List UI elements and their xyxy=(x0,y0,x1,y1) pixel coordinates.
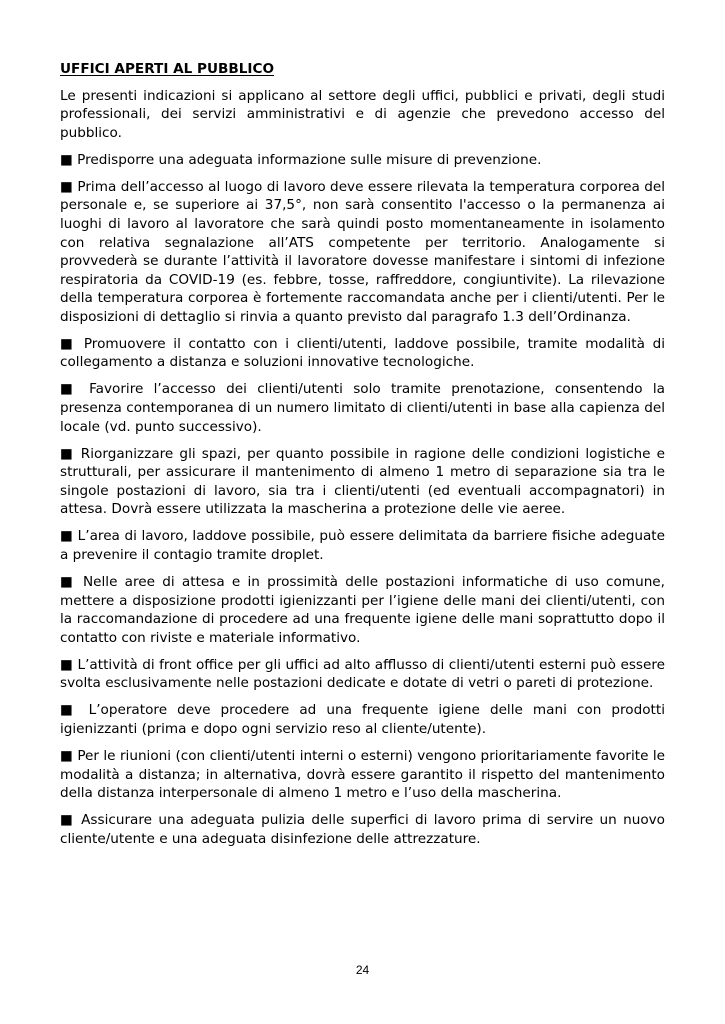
list-item: ■ Riorganizzare gli spazi, per quanto possibile in ragione delle condizioni logistiche e strutturali, per assicurare il mantenimento di almeno 1 metro di separazione sia tra le singole postazioni di lavoro, sia tra i clienti/utenti (ed eventuali accompagnatori) in attesa. Dovrà essere utilizzata la mascherina a protezione delle vie aeree. xyxy=(60,445,665,518)
list-item: ■ L’area di lavoro, laddove possibile, può essere delimitata da barriere fisiche adeguate a prevenire il contagio tramite droplet. xyxy=(60,528,665,563)
list-item: ■ L’attività di front office per gli uffici ad alto afflusso di clienti/utenti esterni può essere svolta esclusivamente nelle postazioni dedicate e dotate di vetri o pareti di protezione. xyxy=(60,656,665,692)
page-number: 24 xyxy=(355,963,370,977)
list-item: ■ Favorire l’accesso dei clienti/utenti solo tramite prenotazione, consentendo la presenza contemporanea di un numero limitato di clienti/utenti in base alla capienza del locale (vd. punto successivo). xyxy=(60,381,665,435)
list-item: ■ Promuovere il contatto con i clienti/utenti, laddove possibile, tramite modalità di collegamento a distanza e soluzioni innovative tecnologiche. xyxy=(60,335,665,371)
list-item: ■ Per le riunioni (con clienti/utenti interni o esterni) vengono prioritariamente favorite le modalità a distanza; in alternativa, dovrà essere garantito il rispetto del mantenimento della distanza interpersonale di almeno 1 metro e l’uso della mascherina. xyxy=(60,747,665,802)
section-heading: UFFICI APERTI AL PUBBLICO xyxy=(60,61,275,77)
list-item: ■ Prima dell’accesso al luogo di lavoro deve essere rilevata la temperatura corporea del personale e, se superiore ai 37,5°, non sarà consentito l'accesso o la permanenza ai luoghi di lavoro al lavoratore che sarà quindi posto momentaneamente in isolamento con relativa segnalazione all’ATS competente per territorio. Analogamente si provvederà se durante l’attività il lavoratore dovesse manifestare i sintomi di infezione respiratoria da COVID-19 (es. febbre, tosse, raffreddore, congiuntivite). La rilevazione della temperatura corporea è fortemente raccomandata anche per i clienti/utenti. Per le disposizioni di dettaglio si rinvia a quanto previsto dal paragrafo 1.3 dell’Ordinanza. xyxy=(60,178,665,325)
list-item: ■ Predisporre una adeguata informazione sulle misure di prevenzione. xyxy=(60,151,542,168)
intro-paragraph: Le presenti indicazioni si applicano al settore degli uffici, pubblici e privati, degli studi professionali, dei servizi amministrativi e di agenzie che prevedono accesso del pubblico. xyxy=(60,87,665,141)
document-page xyxy=(60,60,665,857)
list-item: ■ Nelle aree di attesa e in prossimità delle postazioni informatiche di uso comune, mettere a disposizione prodotti igienizzanti per l’igiene delle mani dei clienti/utenti, con la raccomandazione di procedere ad una frequente igiene delle mani soprattutto dopo il contatto con riviste e materiale informativo. xyxy=(60,573,665,646)
list-item: ■ L’operatore deve procedere ad una frequente igiene delle mani con prodotti igienizzanti (prima e dopo ogni servizio reso al cliente/utente). xyxy=(60,702,665,737)
list-item: ■ Assicurare una adeguata pulizia delle superfici di lavoro prima di servire un nuovo cliente/utente e una adeguata disinfezione delle attrezzature. xyxy=(60,812,665,847)
